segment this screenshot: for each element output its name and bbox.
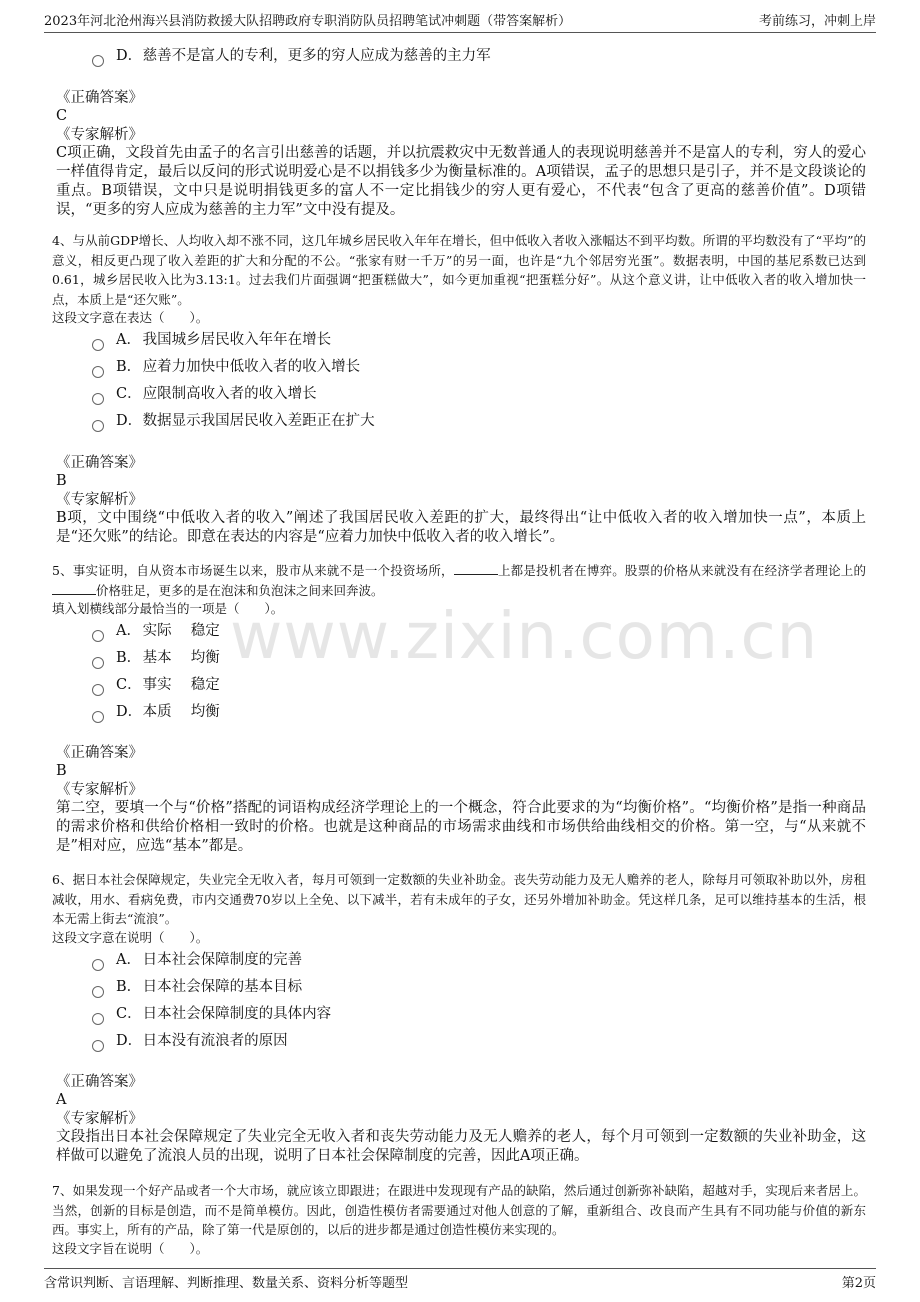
q6-option-d[interactable]: D． 日本没有流浪者的原因 (92, 1031, 288, 1051)
explanation-text: C项正确，文段首先由孟子的名言引出慈善的话题，并以抗震救灾中无数普通人的表现说明慈善并不是富人的专利，穷人的爱心一样值得肯定，最后以反问的形式说明爱心是不以捐钱多少为衡量标准的。A项错误，孟子的思想只是引子，并不是文段谈论的重点。B项错误，文中只是说明捐钱更多的富人不一定比捐钱少的穷人更有爱心，不代表“包含了更高的慈善价值”。D项错误，“更多的穷人应成为慈善的主力军”文中没有提及。 (56, 145, 866, 218)
radio-icon[interactable] (92, 1040, 104, 1052)
radio-icon[interactable] (92, 393, 104, 405)
radio-icon[interactable] (92, 420, 104, 432)
answer-label: 《正确答案》 (56, 745, 143, 761)
document-title: 2023年河北沧州海兴县消防救援大队招聘政府专职消防队员招聘笔试冲刺题（带答案解析） (44, 14, 572, 29)
radio-icon[interactable] (92, 1013, 104, 1025)
q6-option-a[interactable]: A． 日本社会保障制度的完善 (92, 950, 302, 970)
page-number: 第2页 (841, 1276, 876, 1291)
radio-icon[interactable] (92, 959, 104, 971)
radio-icon[interactable] (92, 339, 104, 351)
q4-option-c[interactable]: C． 应限制高收入者的收入增长 (92, 384, 317, 404)
explanation-label: 《专家解析》 (56, 127, 143, 143)
radio-icon[interactable] (92, 657, 104, 669)
radio-icon[interactable] (92, 366, 104, 378)
q5-option-a[interactable]: A． 实际 稳定 (92, 621, 220, 641)
q5-option-b[interactable]: B． 基本 均衡 (92, 648, 220, 668)
fill-blank (454, 562, 498, 575)
answer-value: B (56, 763, 67, 779)
question-prompt: 这段文字意在表达（ ）。 (52, 310, 209, 325)
explanation-text: 文段指出日本社会保障规定了失业完全无收入者和丧失劳动能力及无人赡养的老人，每个月可领到一定数额的失业补助金，这样做可以避免了流浪人员的出现，说明了日本社会保障制度的完善，因此A项正确。 (56, 1129, 866, 1164)
header-tag: 考前练习，冲刺上岸 (758, 14, 876, 29)
q6-option-b[interactable]: B． 日本社会保障的基本目标 (92, 977, 302, 997)
question-stem: 7、如果发现一个好产品或者一个大市场，就应该立即跟进；在跟进中发现现有产品的缺陷，然后通过创新弥补缺陷，超越对手，实现后来者居上。当然，创新的目标是创造，而不是简单模仿。因此，创造性模仿者需要通过对他人创意的了解，重新组合、改良而产生具有不同功能与价值的新东西。事实上，所有的产品，除了第一代是原创的，以后的进步都是通过创造性模仿来实现的。 (52, 1183, 866, 1237)
q6-option-c[interactable]: C． 日本社会保障制度的具体内容 (92, 1004, 331, 1024)
explanation-label: 《专家解析》 (56, 782, 143, 798)
question-stem: 6、据日本社会保障规定，失业完全无收入者，每月可领到一定数额的失业补助金。丧失劳动能力及无人赡养的老人，除每月可领取补助以外，房租减收，用水、看病免费，市内交通费70岁以上全免、以下减半，若有未成年的子女，还另外增加补助金。凭这样几条，足可以维持基本的生活，根本无需上街去“流浪”。 (52, 872, 866, 926)
page-header (44, 10, 876, 33)
q4-option-b[interactable]: B． 应着力加快中低收入者的收入增长 (92, 357, 360, 377)
radio-icon[interactable] (92, 55, 104, 67)
answer-label: 《正确答案》 (56, 1074, 143, 1090)
question-prompt: 这段文字意在说明（ ）。 (52, 930, 209, 945)
q5-option-c[interactable]: C． 事实 稳定 (92, 675, 220, 695)
fill-blank (52, 582, 96, 595)
radio-icon[interactable] (92, 986, 104, 998)
explanation-text: 第二空，要填一个与“价格”搭配的词语构成经济学理论上的一个概念，符合此要求的为“均衡价格”。“均衡价格”是指一种商品的需求价格和供给价格相一致时的价格。也就是这种商品的市场需求曲线和市场供给曲线相交的价格。第一空，与“从来就不是”相对应，应选“基本”都是。 (56, 800, 866, 854)
answer-value: C (56, 108, 68, 124)
q3-option-d[interactable]: D． 慈善不是富人的专利，更多的穷人应成为慈善的主力军 (92, 46, 491, 66)
question-stem: 4、与从前GDP增长、人均收入却不涨不同，这几年城乡居民收入年年在增长，但中低收入者收入涨幅达不到平均数。所谓的平均数没有了“平均”的意义，相反更凸现了收入差距的扩大和分配的不公。“张家有财一千万”的另一面，也许是“九个邻居穷光蛋”。数据表明，中国的基尼系数已达到0.61，城乡居民收入比为3.13:1。过去我们片面强调“把蛋糕做大”，如今更加重视“把蛋糕分好”。从这个意义讲，让中低收入者的收入增加快一点，本质上是“还欠账”。 (52, 233, 866, 307)
answer-value: B (56, 473, 67, 489)
question-prompt: 填入划横线部分最恰当的一项是（ ）。 (52, 601, 284, 616)
watermark: www.zixin.com.cn (230, 600, 819, 674)
q4-option-d[interactable]: D． 数据显示我国居民收入差距正在扩大 (92, 411, 375, 431)
answer-value: A (56, 1092, 67, 1108)
q4-option-a[interactable]: A． 我国城乡居民收入年年在增长 (92, 330, 331, 350)
radio-icon[interactable] (92, 630, 104, 642)
answer-label: 《正确答案》 (56, 455, 143, 471)
explanation-label: 《专家解析》 (56, 492, 143, 508)
explanation-label: 《专家解析》 (56, 1111, 143, 1127)
radio-icon[interactable] (92, 711, 104, 723)
q5-option-d[interactable]: D． 本质 均衡 (92, 702, 220, 722)
answer-label: 《正确答案》 (56, 90, 143, 106)
question-stem: 5、事实证明，自从资本市场诞生以来，股市从来就不是一个投资场所， 上都是投机者在博弈。股票的价格从来就没有在经济学者理论上的价格驻足，更多的是在泡沫和负泡沫之间来回奔波。 (52, 563, 866, 598)
footer-note: 含常识判断、言语理解、判断推理、数量关系、资料分析等题型 (44, 1276, 409, 1291)
explanation-text: B项，文中围绕“中低收入者的收入”阐述了我国居民收入差距的扩大，最终得出“让中低收入者的收入增加快一点”，本质上是“还欠账”的结论。即意在表达的内容是“应着力加快中低收入者的收入增长”。 (56, 510, 866, 545)
question-prompt: 这段文字旨在说明（ ）。 (52, 1241, 209, 1256)
radio-icon[interactable] (92, 684, 104, 696)
page-footer (44, 1268, 876, 1291)
